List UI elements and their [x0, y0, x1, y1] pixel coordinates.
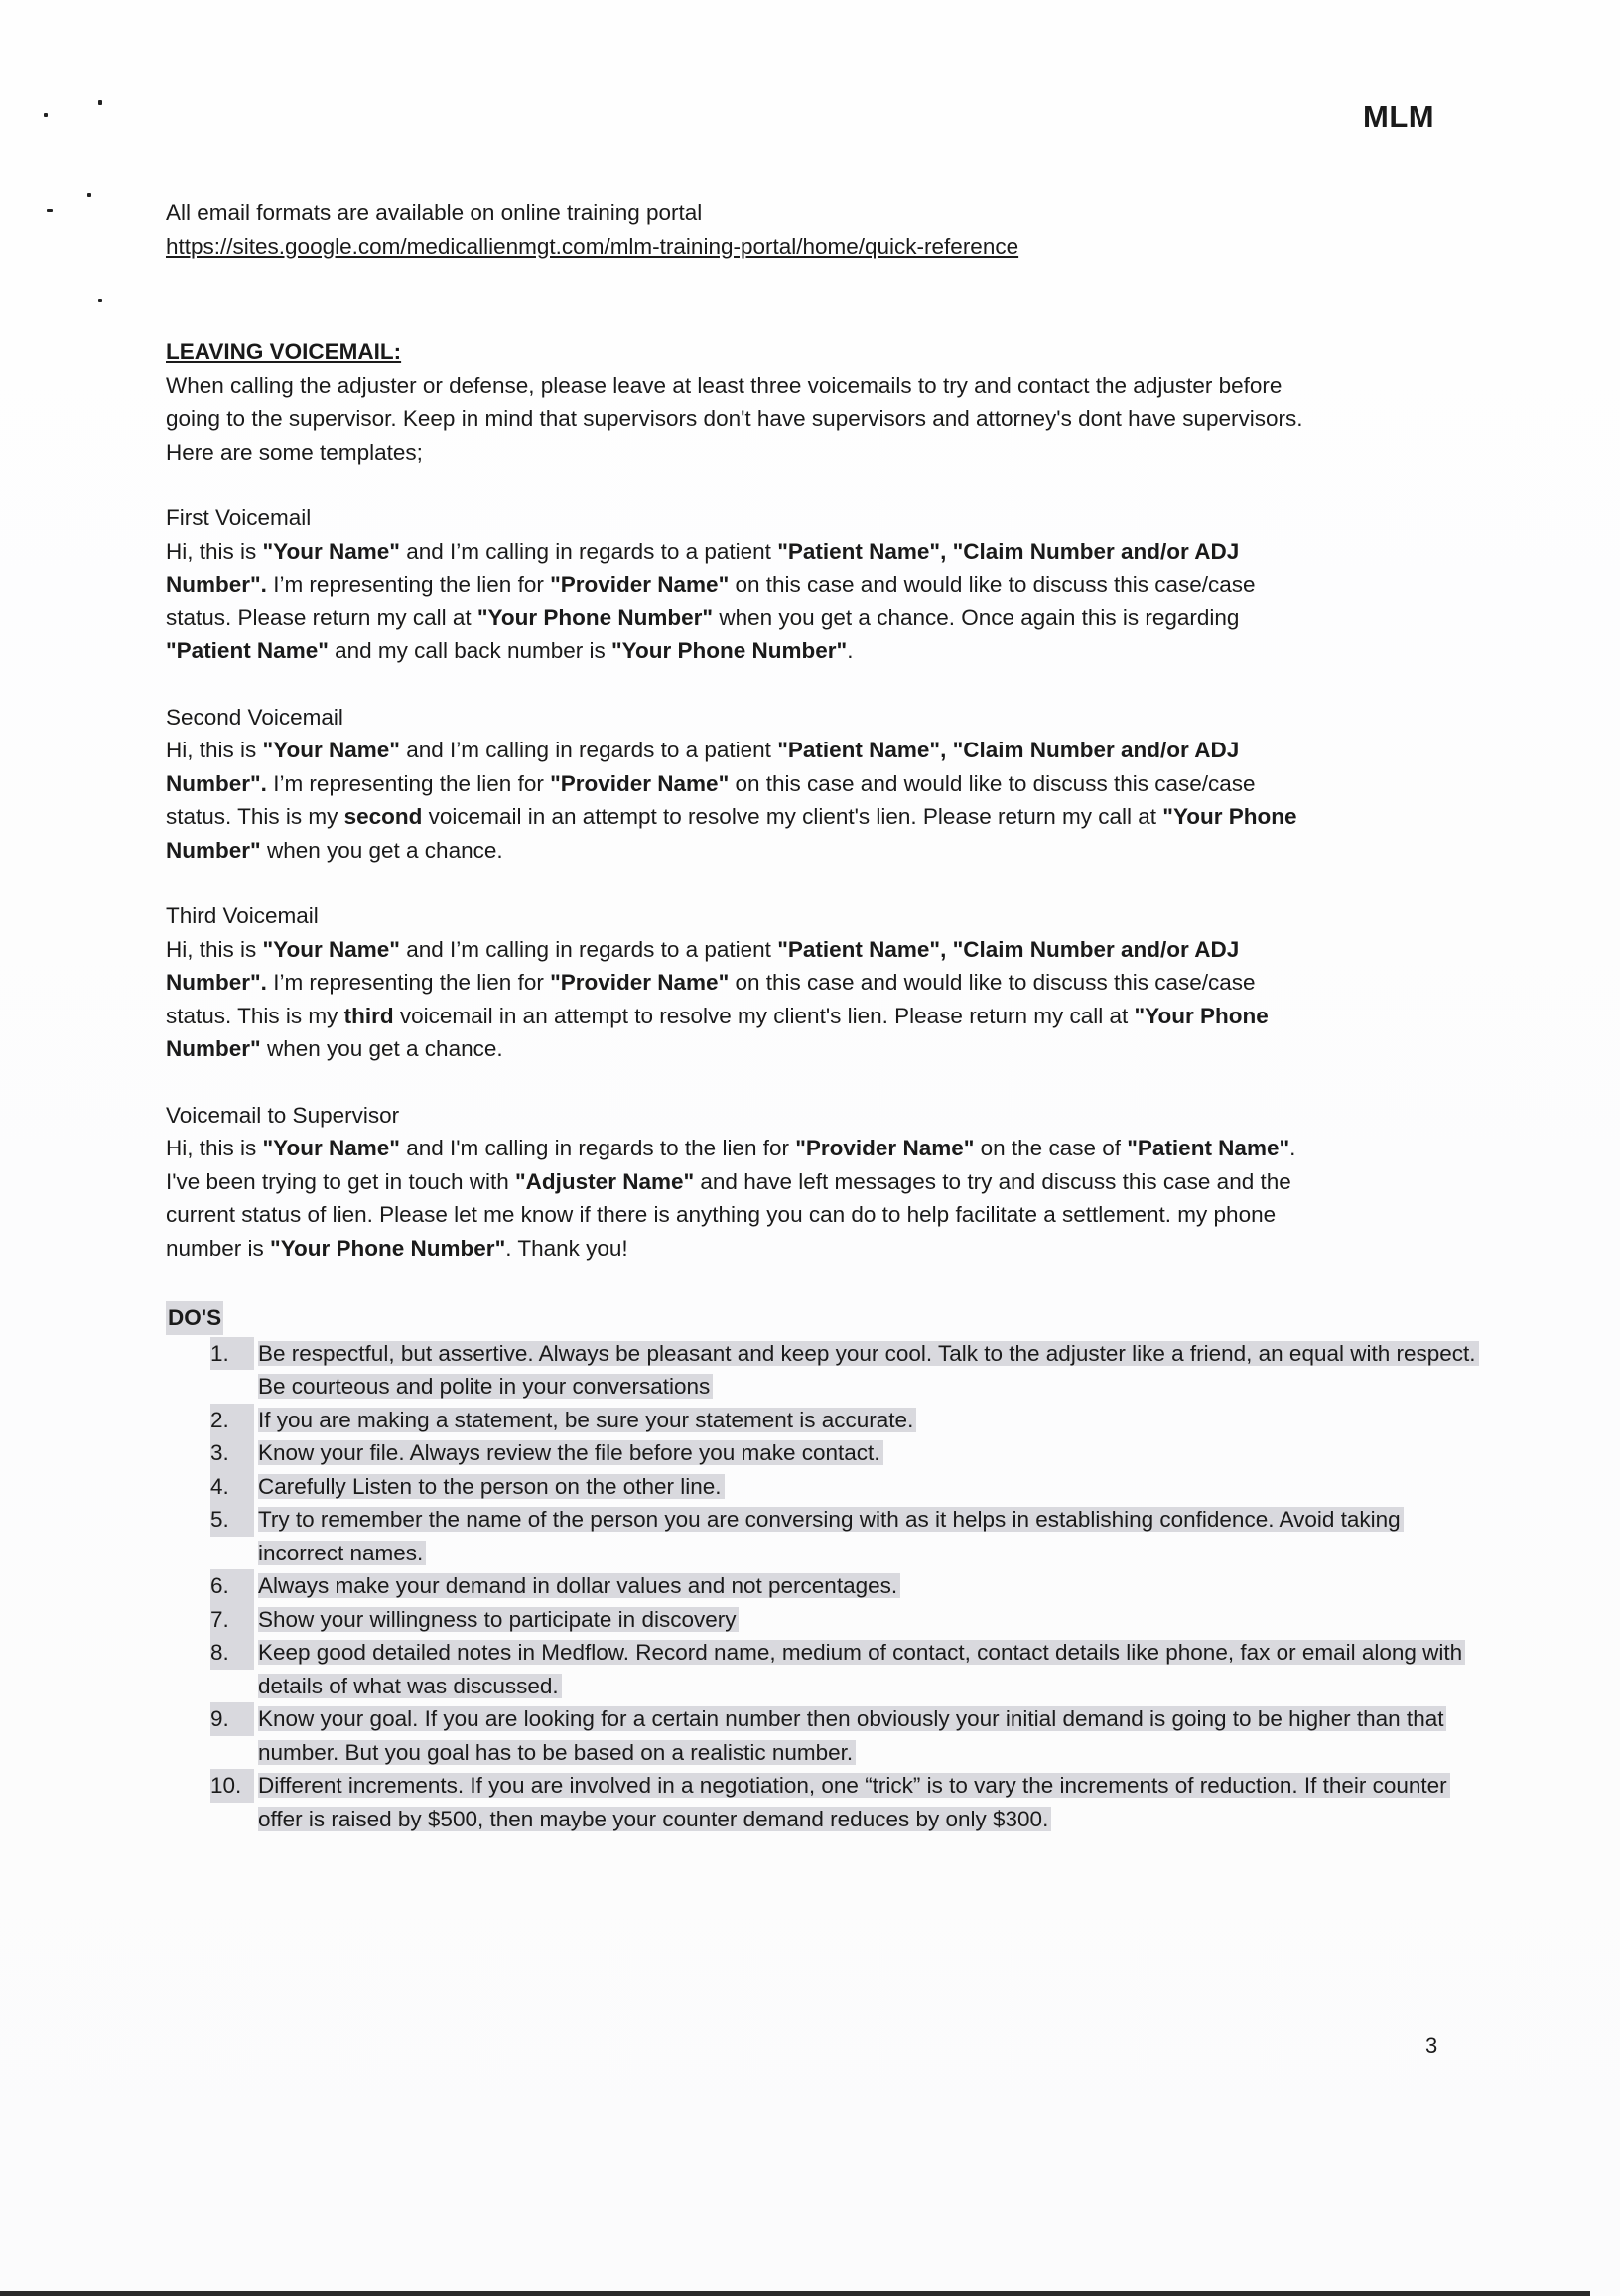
dos-title: DO'S	[166, 1301, 223, 1335]
dos-item-text: Keep good detailed notes in Medflow. Record name, medium of contact, contact details like phone, fax or email along with details of what was discussed.	[258, 1640, 1465, 1698]
dos-item-number: 1.	[210, 1337, 254, 1371]
dos-list	[166, 1337, 1486, 1836]
placeholder-field: "Your Phone Number"	[476, 605, 714, 630]
scan-speck	[87, 193, 91, 197]
placeholder-field: "Provider Name"	[550, 572, 730, 597]
voicemail-line: status. This is my third voicemail in an attempt to resolve my client's lien. Please return my call at "Your Phone	[166, 1003, 1269, 1028]
placeholder-field: "Adjuster Name"	[515, 1168, 695, 1194]
dos-item-text: Know your file. Always review the file before you make contact.	[258, 1440, 883, 1465]
scan-speck	[47, 209, 53, 212]
dos-item	[166, 1404, 1486, 1437]
dos-item-text: Know your goal. If you are looking for a certain number then obviously your initial demand is going to be higher than that number. But you goal has to be based on a realistic number.	[258, 1706, 1446, 1765]
voicemail-line: Hi, this is "Your Name" and I’m calling in regards to a patient "Patient Name", "Claim Number and/or ADJ	[166, 738, 1240, 762]
placeholder-field: "Patient Name", "Claim Number and/or ADJ	[777, 738, 1240, 762]
placeholder-field: "Provider Name"	[795, 1136, 975, 1160]
placeholder-field: Number".	[166, 970, 267, 995]
placeholder-field: "Patient Name", "Claim Number and/or ADJ	[777, 936, 1240, 962]
dos-item	[166, 1569, 1486, 1603]
placeholder-field: Number".	[166, 572, 267, 597]
placeholder-field: "Your Phone Number"	[270, 1235, 506, 1261]
voicemail-line: current status of lien. Please let me know if there is anything you can do to help facilitate a settlement. my phone	[166, 1202, 1277, 1227]
voicemail-line: Hi, this is "Your Name" and I’m calling in regards to a patient "Patient Name", "Claim Number and/or ADJ	[166, 936, 1240, 962]
placeholder-field: "Patient Name"	[1127, 1136, 1290, 1160]
placeholder-field: Number".	[166, 770, 267, 796]
voicemail-title: Third Voicemail	[166, 903, 319, 928]
dos-item	[166, 1436, 1486, 1470]
dos-item-text: Try to remember the name of the person you are conversing with as it helps in establishing confidence. Avoid taking incorrect names.	[258, 1507, 1404, 1565]
dos-item-text: If you are making a statement, be sure your statement is accurate.	[258, 1408, 916, 1432]
voicemail-line: Hi, this is "Your Name" and I'm calling in regards to the lien for "Provider Name" on the case of "Patient Name".	[166, 1136, 1296, 1160]
voicemail-line: Number". I’m representing the lien for "Provider Name" on this case and would like to discuss this case/case	[166, 572, 1256, 597]
voicemail-line: status. This is my second voicemail in an attempt to resolve my client's lien. Please return my call at "Your Phone	[166, 804, 1297, 829]
voicemail-line: Number". I’m representing the lien for "Provider Name" on this case and would like to discuss this case/case	[166, 970, 1256, 995]
voicemail-line: status. Please return my call at "Your Phone Number" when you get a chance. Once again this is regarding	[166, 605, 1240, 630]
brand-mark: MLM	[1363, 99, 1435, 134]
dos-item-number: 6.	[210, 1569, 254, 1603]
placeholder-field: "Your Name"	[262, 1136, 400, 1160]
dos-item-number: 4.	[210, 1470, 254, 1504]
placeholder-field: "Your Phone	[1134, 1003, 1269, 1028]
dos-item-number: 8.	[210, 1636, 254, 1670]
dos-item	[166, 1470, 1486, 1504]
section-title-leaving-voicemail: LEAVING VOICEMAIL:	[166, 339, 402, 364]
placeholder-field: "Patient Name"	[166, 638, 329, 663]
dos-item-number: 7.	[210, 1603, 254, 1637]
leaving-voicemail-line: Here are some templates;	[166, 439, 423, 465]
dos-item-number: 9.	[210, 1702, 254, 1736]
document-body	[166, 197, 1486, 1835]
dos-item	[166, 1603, 1486, 1637]
leaving-voicemail-line: When calling the adjuster or defense, please leave at least three voicemails to try and contact the adjuster before	[166, 372, 1282, 398]
placeholder-field: "Your Name"	[262, 538, 400, 564]
dos-item	[166, 1769, 1486, 1835]
scan-speck	[98, 299, 102, 302]
page-number: 3	[1425, 2033, 1438, 2058]
placeholder-field: third	[343, 1003, 394, 1028]
voicemail-line: I've been trying to get in touch with "Adjuster Name" and have left messages to try and discuss this case and the	[166, 1168, 1291, 1194]
placeholder-field: second	[343, 804, 423, 829]
voicemail-line: Number" when you get a chance.	[166, 1036, 503, 1061]
dos-item-number: 3.	[210, 1436, 254, 1470]
dos-item-number: 2.	[210, 1404, 254, 1437]
intro-text: All email formats are available on online training portal	[166, 201, 703, 225]
leaving-voicemail-line: going to the supervisor. Keep in mind that supervisors don't have supervisors and attorney's dont have supervisors.	[166, 406, 1303, 431]
dos-item-text: Be respectful, but assertive. Always be pleasant and keep your cool. Talk to the adjuster like a friend, an equal with respect. Be courteous and polite in your conversations	[258, 1341, 1479, 1400]
voicemail-templates	[166, 501, 1486, 1265]
voicemail-line: number is "Your Phone Number". Thank you!	[166, 1235, 628, 1261]
placeholder-field: "Your Phone Number"	[611, 638, 848, 663]
placeholder-field: "Provider Name"	[550, 970, 730, 995]
placeholder-field: "Your Name"	[262, 738, 400, 762]
voicemail-title: First Voicemail	[166, 505, 312, 530]
voicemail-line: Number" when you get a chance.	[166, 837, 503, 863]
dos-item	[166, 1503, 1486, 1569]
scan-speck	[44, 113, 48, 117]
dos-item-text: Show your willingness to participate in discovery	[258, 1607, 739, 1632]
placeholder-field: Number"	[166, 837, 261, 863]
scan-speck	[98, 100, 102, 105]
placeholder-field: "Patient Name", "Claim Number and/or ADJ	[777, 538, 1240, 564]
dos-item	[166, 1636, 1486, 1702]
dos-item	[166, 1702, 1486, 1769]
dos-item	[166, 1337, 1486, 1404]
dos-item-text: Carefully Listen to the person on the other line.	[258, 1474, 725, 1499]
scan-edge	[0, 2291, 1590, 2296]
voicemail-line: Number". I’m representing the lien for "Provider Name" on this case and would like to discuss this case/case	[166, 770, 1256, 796]
voicemail-title: Second Voicemail	[166, 704, 343, 730]
voicemail-title: Voicemail to Supervisor	[166, 1102, 400, 1128]
voicemail-line: "Patient Name" and my call back number is "Your Phone Number".	[166, 638, 854, 663]
dos-item-number: 10.	[210, 1769, 254, 1803]
placeholder-field: Number"	[166, 1036, 261, 1061]
placeholder-field: "Your Name"	[262, 936, 400, 962]
dos-item-text: Different increments. If you are involved in a negotiation, one “trick” is to vary the increments of reduction. If their counter offer is raised by $500, then maybe your counter demand reduces by only $300.	[258, 1773, 1450, 1831]
training-portal-link[interactable]: https://sites.google.com/medicallienmgt.com/mlm-training-portal/home/quick-reference	[166, 233, 1019, 259]
dos-item-text: Always make your demand in dollar values and not percentages.	[258, 1573, 900, 1598]
dos-item-number: 5.	[210, 1503, 254, 1537]
voicemail-line: Hi, this is "Your Name" and I’m calling in regards to a patient "Patient Name", "Claim Number and/or ADJ	[166, 538, 1240, 564]
placeholder-field: "Your Phone	[1162, 804, 1297, 829]
placeholder-field: "Provider Name"	[550, 770, 730, 796]
